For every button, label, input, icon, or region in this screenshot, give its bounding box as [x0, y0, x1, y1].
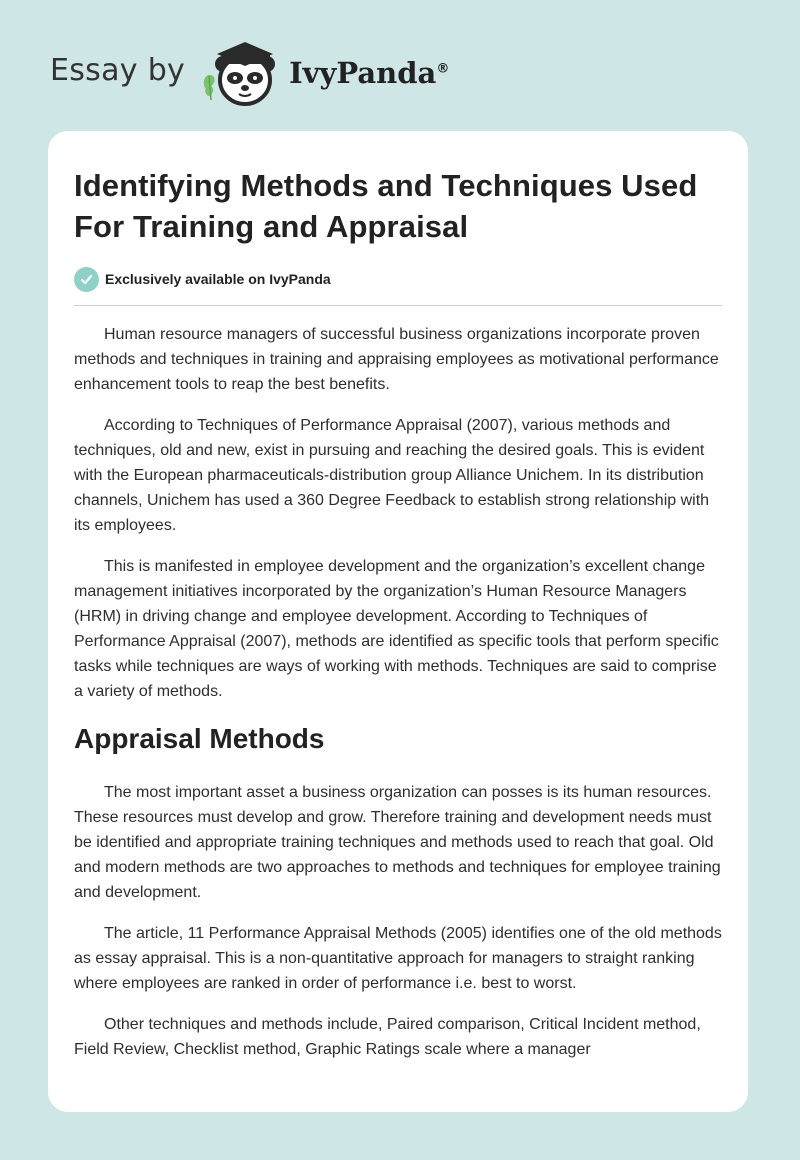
paragraph: Other techniques and methods include, Paired comparison, Critical Incident method, Field Review, Checklist method, Graphic Ratings scale where a manager [74, 1016, 701, 1058]
check-circle-icon [74, 267, 99, 292]
divider [74, 305, 722, 306]
brand-name: IvyPanda® [289, 56, 450, 90]
panda-graduate-logo-icon [199, 36, 285, 108]
essay-title: Identifying Methods and Techniques Used For Training and Appraisal [74, 168, 698, 244]
brand-prefix: Essay by [50, 52, 186, 88]
paragraph: According to Techniques of Performance Appraisal (2007), various methods and techniques, old and new, exist in pursuing and reaching the desired goals. This is evident with the European pharmaceuticals-distribution group Alliance Unichem. In its distribution channels, Unichem has used a 360 Degree Feedback to establish strong relationship with its employees. [74, 417, 710, 534]
essay-body [74, 322, 722, 1062]
brand-header[interactable] [50, 36, 449, 108]
registered-mark: ® [436, 61, 450, 77]
exclusive-badge-text: Exclusively available on IvyPanda [105, 271, 331, 287]
paragraph: This is manifested in employee development and the organization’s excellent change management initiatives incorporated by the organization’s Human Resource Managers (HRM) in driving change and employee development. According to Techniques of Performance Appraisal (2007), methods are identified as specific tools that perform specific tasks while techniques are ways of working with methods. Techniques are said to comprise a variety of methods. [74, 558, 719, 700]
section-heading: Appraisal Methods [74, 723, 325, 754]
paragraph: Human resource managers of successful business organizations incorporate proven methods and techniques in training and appraising employees as motivational performance enhancement tools to reap the best benefits. [74, 326, 719, 393]
essay-card [48, 131, 748, 1112]
paragraph: The most important asset a business organization can posses is its human resources. These resources must develop and grow. Therefore training and development needs must be identified and appropriate training techniques and methods used to reach that goal. Old and modern methods are two approaches to methods and techniques for employee training and development. [74, 784, 721, 901]
exclusive-badge [74, 266, 722, 292]
paragraph: The article, 11 Performance Appraisal Methods (2005) identifies one of the old methods as essay appraisal. This is a non-quantitative approach for managers to straight ranking where employees are ranked in order of performance i.e. best to worst. [74, 925, 722, 992]
